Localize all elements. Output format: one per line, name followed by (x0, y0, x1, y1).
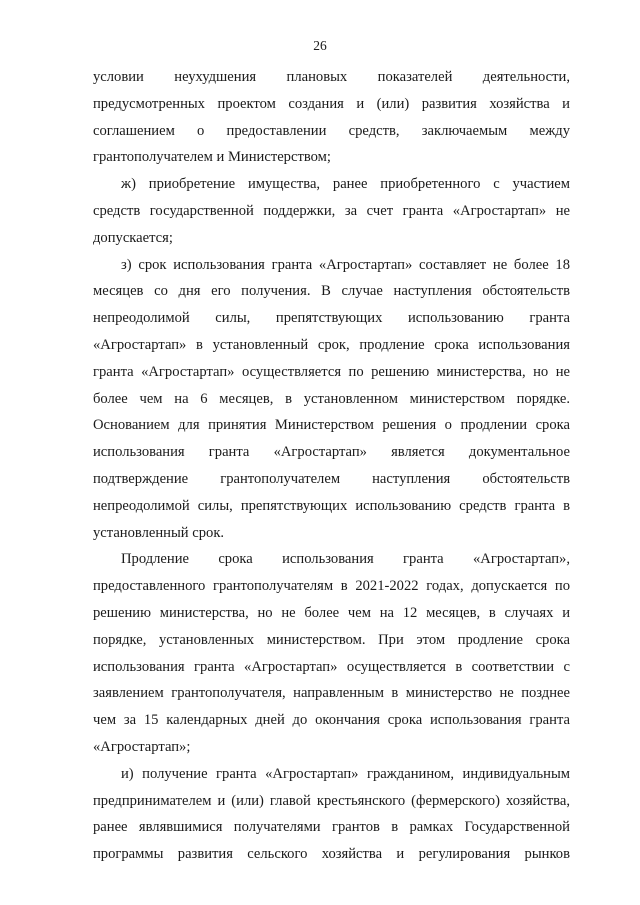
paragraph (93, 64, 570, 171)
paragraph (93, 252, 570, 547)
text-line: «Агростартап»; (93, 738, 191, 755)
text-line: решению министерства, но не более чем на 12 месяцев, в случаях и (93, 604, 570, 621)
text-line: предоставленного грантополучателям в 2021-2022 годах, допускается по (93, 578, 570, 595)
text-line: использования гранта «Агростартап» является документальное (93, 444, 570, 461)
text-line: гранта «Агростартап» осуществляется по решению министерства, но не (93, 363, 570, 380)
text-line: Основанием для принятия Министерством решения о продлении срока (93, 417, 570, 434)
text-line: допускается; (93, 229, 173, 246)
document-body (93, 64, 570, 868)
text-line: «Агростартап» в установленный срок, продление срока использования (93, 336, 570, 353)
text-line: непреодолимой силы, препятствующих использованию гранта (93, 310, 570, 327)
text-line: предпринимателем и (или) главой крестьянского (фермерского) хозяйства, (93, 792, 570, 809)
text-line: грантополучателем и Министерством; (93, 149, 331, 166)
text-line: заявлением грантополучателя, направленным в министерство не позднее (93, 685, 570, 702)
text-line: условии неухудшения плановых показателей деятельности, (93, 69, 570, 85)
paragraph (93, 761, 570, 868)
text-line: Продление срока использования гранта «Агростартап», (121, 551, 570, 568)
text-line: более чем на 6 месяцев, в установленном министерством порядке. (93, 390, 570, 407)
text-line: использования гранта «Агростартап» осуществляется в соответствии с (93, 658, 570, 675)
text-line: ж) приобретение имущества, ранее приобретенного с участием (121, 176, 570, 193)
page-number: 26 (313, 38, 327, 53)
text-line: соглашением о предоставлении средств, заключаемым между (93, 122, 570, 139)
text-line: программы развития сельского хозяйства и регулирования рынков (93, 846, 570, 863)
text-line: установленный срок. (93, 524, 225, 541)
text-line: средств государственной поддержки, за счет гранта «Агростартап» не (93, 202, 570, 219)
text-line: чем за 15 календарных дней до окончания срока использования гранта (93, 712, 570, 729)
text-line: порядке, установленных министерством. При этом продление срока (93, 631, 570, 648)
text-line: з) срок использования гранта «Агростартап» составляет не более 18 (121, 256, 570, 273)
text-line: и) получение гранта «Агростартап» гражданином, индивидуальным (121, 765, 570, 782)
text-line: месяцев со дня его получения. В случае наступления обстоятельств (93, 283, 570, 300)
text-line: предусмотренных проектом создания и (или) развития хозяйства и (93, 95, 570, 112)
paragraph (93, 546, 570, 760)
text-line: непреодолимой силы, препятствующих использованию средств гранта в (93, 497, 570, 514)
text-line: подтверждение грантополучателем наступления обстоятельств (93, 470, 570, 487)
paragraph (93, 171, 570, 251)
text-line: ранее являвшимися получателями грантов в рамках Государственной (93, 819, 570, 836)
